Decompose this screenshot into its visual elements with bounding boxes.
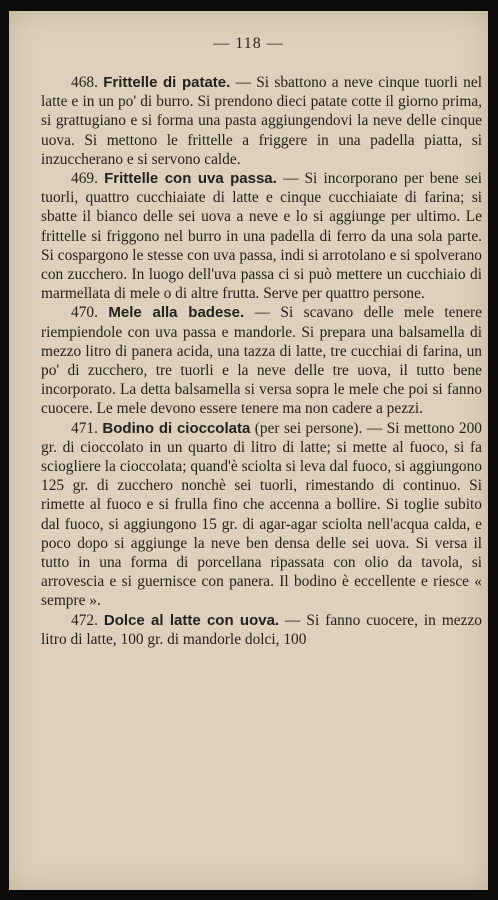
recipe-title: Dolce al latte con uova. <box>103 611 280 629</box>
recipe-body: — Si sbattono a neve cinque tuorli nel latte e in un po' di burro. Si prendono dieci patate cotte il giorno prima, si grattugiano e si forma una pasta aggiungendovi la neve delle cinque uova. Si mettono le frittelle a friggere in una padella piatta, si inzuccherano e si servono calde. <box>41 74 482 168</box>
recipe-472 <box>41 611 482 649</box>
recipe-body: — Si scavano delle mele tenere riempiendole con uva passa e mandorle. Si prepara una balsamella di mezzo litro di panera acida, una tazza di latte, tre cucchiai di farina, un po' di zucchero, tre tuorli e la neve delle tre uova, il tutto bene incorporato. La detta balsamella si versa sopra le mele che poi si fanno cuocere. Le mele devono essere tenere ma non cadere a pezzi. <box>41 304 482 418</box>
recipe-number: 470. <box>71 304 98 322</box>
recipe-title: Frittelle con uva passa. <box>104 170 277 188</box>
recipe-body: (per sei persone). — Si mettono 200 gr. di cioccolato in un quarto di litro di latte; si mette al fuoco, si fa sciogliere la cioccolata; quand'è sciolta si leva dal fuoco, si aggiungono 125 gr. di zucchero nonchè sei tuorli, rimestando di continuo. Si rimette al fuoco e si frulla fino che accenna a bollire. Si toglie subito dal fuoco, si aggiungono 15 gr. di agar-agar sciolta nell'acqua calda, e poco dopo si aggiunge la neve ben densa delle sei uova. Si versa il tutto in una forma di porcellana ripassata con olio da tavola, si arrovescia e si guernisce con panera. Il bodino è eccellente e riesce « sempre ». <box>41 419 482 610</box>
page-number: — 118 — <box>213 35 284 52</box>
recipe-title: Frittelle di patate. <box>103 74 231 91</box>
recipe-text-column <box>41 73 482 649</box>
recipe-body: — Si incorporano per bene sei tuorli, quattro cucchiaiate di latte e cinque cucchiaiate di farina; si sbatte il bianco delle sei uova a neve e lo si aggiunge per ultimo. Le frittelle si friggono nel burro in una padella di ferro da una sola parte. Si cospargono le stesse con uva passa, indi si arrotolano e si spolverano con zucchero. In luogo dell'uva passa ci si può mettere un cucchiaio di marmellata di mele o di altre frutta. Serve per quattro persone. <box>41 170 482 303</box>
recipe-471 <box>41 419 482 611</box>
recipe-number: 468. <box>71 74 98 91</box>
recipe-body: — Si fanno cuocere, in mezzo litro di latte, 100 gr. di mandorle dolci, 100 <box>41 611 482 648</box>
recipe-469 <box>41 169 482 303</box>
recipe-470 <box>41 303 482 418</box>
recipe-title: Bodino di cioccolata <box>102 419 251 437</box>
book-page <box>9 11 488 890</box>
recipe-number: 472. <box>71 611 98 629</box>
recipe-number: 471. <box>71 419 98 437</box>
recipe-title: Mele alla badese. <box>108 304 245 322</box>
recipe-468 <box>41 73 482 169</box>
recipe-number: 469. <box>71 170 98 188</box>
